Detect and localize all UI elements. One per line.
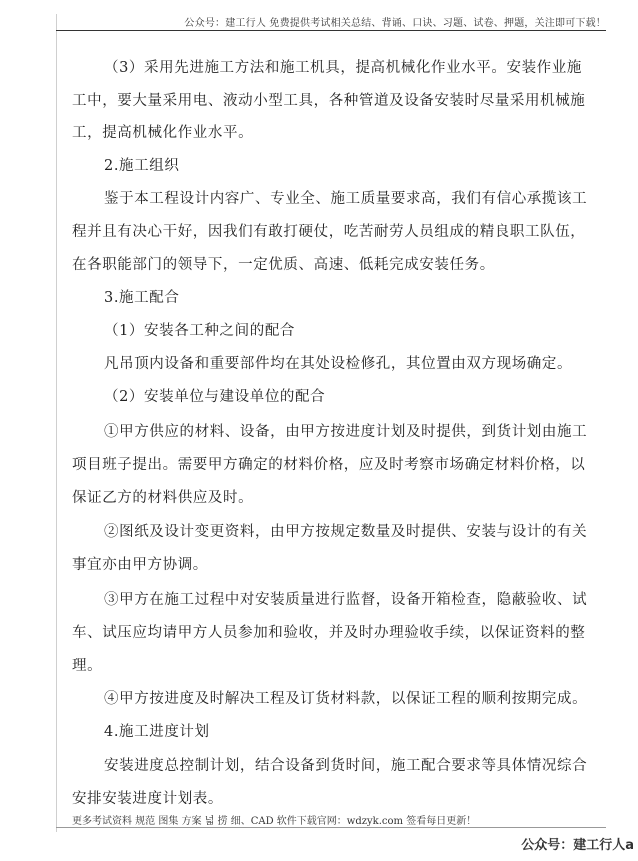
header-note: 公众号：建工行人 免费提供考试相关总结、背诵、口诀、习题、试卷、押题，关注即可下载！	[184, 18, 606, 29]
paragraph-line: 工中，要大量采用电、液动小型工具，各种管道及设备安装时尽量采用机械施	[72, 93, 586, 109]
section-heading: 2.施工组织	[104, 158, 180, 174]
paragraph-line: ④甲方按进度及时解决工程及订货材料款，以保证工程的顺利按期完成。	[104, 691, 588, 707]
paragraph-line: 鉴于本工程设计内容广、专业全、施工质量要求高，我们有信心承揽该工	[104, 191, 588, 207]
paragraph-line: （3）采用先进施工方法和施工机具，提高机械化作业水平。安装作业施	[104, 60, 582, 76]
paragraph-line: 保证乙方的材料供应及时。	[72, 490, 254, 506]
subsection-heading: （1）安装各工种之间的配合	[104, 323, 296, 339]
section-heading: 4.施工进度计划	[104, 724, 210, 740]
watermark-text: 公众号：建工行人a	[521, 838, 634, 853]
paragraph-line: 车、试压应均请甲方人员参加和验收，并及时办理验收手续，以保证资料的整	[72, 625, 586, 641]
footer-note: 更多考试资料 规范 图集 方案 넓 捞 细、CAD 软件下载官网：wdzyk.com 签看每日更新！	[72, 816, 477, 827]
section-heading: 3.施工配合	[104, 290, 180, 306]
paragraph-line: 安排安装进度计划表。	[72, 791, 223, 807]
paragraph-line: 项目班子提出。需要甲方确定的材料价格，应及时考察市场确定材料价格，以	[72, 457, 586, 473]
paragraph-line: 程并且有决心干好，因我们有敢打硬仗，吃苦耐劳人员组成的精良职工队伍，	[72, 224, 586, 240]
paragraph-line: ②图纸及设计变更资料，由甲方按规定数量及时提供、安装与设计的有关	[104, 524, 588, 540]
subsection-heading: （2）安装单位与建设单位的配合	[104, 389, 326, 405]
paragraph-line: ③甲方在施工过程中对安装质量进行监督，设备开箱检查，隐蔽验收、试	[104, 592, 588, 608]
paragraph-line: 凡吊顶内设备和重要部件均在其处设检修孔，其位置由双方现场确定。	[104, 356, 573, 372]
paragraph-line: 在各职能部门的领导下，一定优质、高速、低耗完成安装任务。	[72, 257, 495, 273]
paragraph-line: 理。	[72, 658, 103, 674]
footer-rule	[56, 827, 606, 828]
paragraph-line: ①甲方供应的材料、设备，由甲方按进度计划及时提供，到货计划由施工	[104, 424, 588, 440]
paragraph-line: 安装进度总控制计划，结合设备到货时间，施工配合要求等具体情况综合	[104, 758, 588, 774]
paragraph-line: 事宜亦由甲方协调。	[72, 557, 208, 573]
paragraph-line: 工，提高机械化作业水平。	[72, 125, 254, 141]
